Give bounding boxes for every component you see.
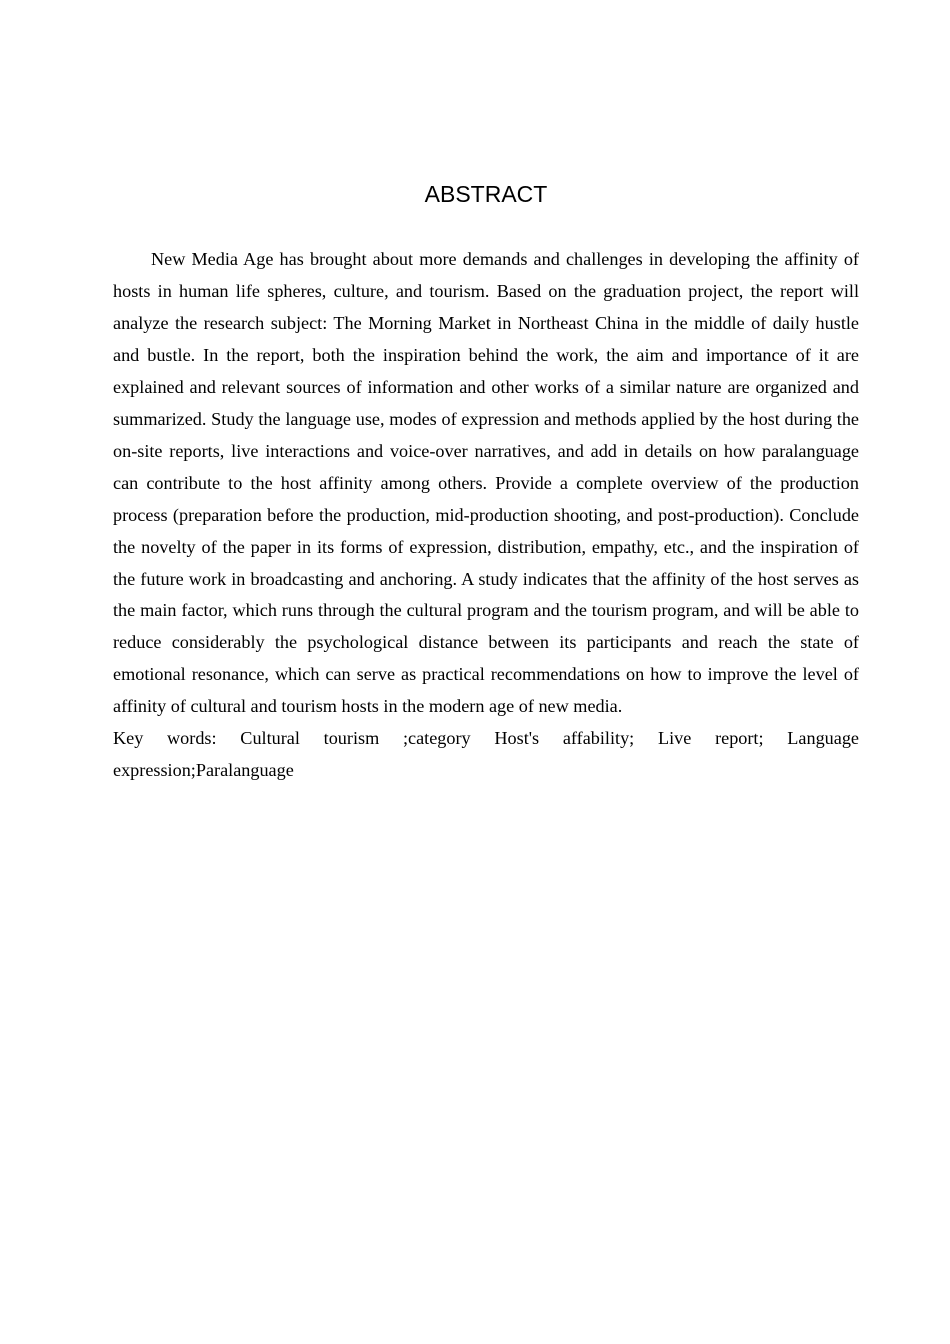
keywords-line: Key words: Cultural tourism ;category Host's affability; Live report; Language expression;Paralanguage: [113, 728, 859, 781]
abstract-paragraph: New Media Age has brought about more demands and challenges in developing the affinity of hosts in human life spheres, culture, and tourism. Based on the graduation project, the report will analyze the research subject: The Morning Market in Northeast China in the middle of daily hustle and bustle. In the report, both the inspiration behind the work, the aim and importance of it are explained and relevant sources of information and other works of a similar nature are organized and summarized. Study the language use, modes of expression and methods applied by the host during the on-site reports, live interactions and voice-over narratives, and add in details on how paralanguage can contribute to the host affinity among others. Provide a complete overview of the production process (preparation before the production, mid-production shooting, and post-production). Conclude the novelty of the paper in its forms of expression, distribution, empathy, etc., and the inspiration of the future work in broadcasting and anchoring. A study indicates that the affinity of the host serves as the main factor, which runs through the cultural program and the tourism program, and will be able to reduce considerably the psychological distance between its participants and reach the state of emotional resonance, which can serve as practical recommendations on how to improve the level of affinity of cultural and tourism hosts in the modern age of new media.: [113, 249, 859, 717]
abstract-title: ABSTRACT: [424, 181, 548, 207]
abstract-body: [113, 244, 859, 787]
